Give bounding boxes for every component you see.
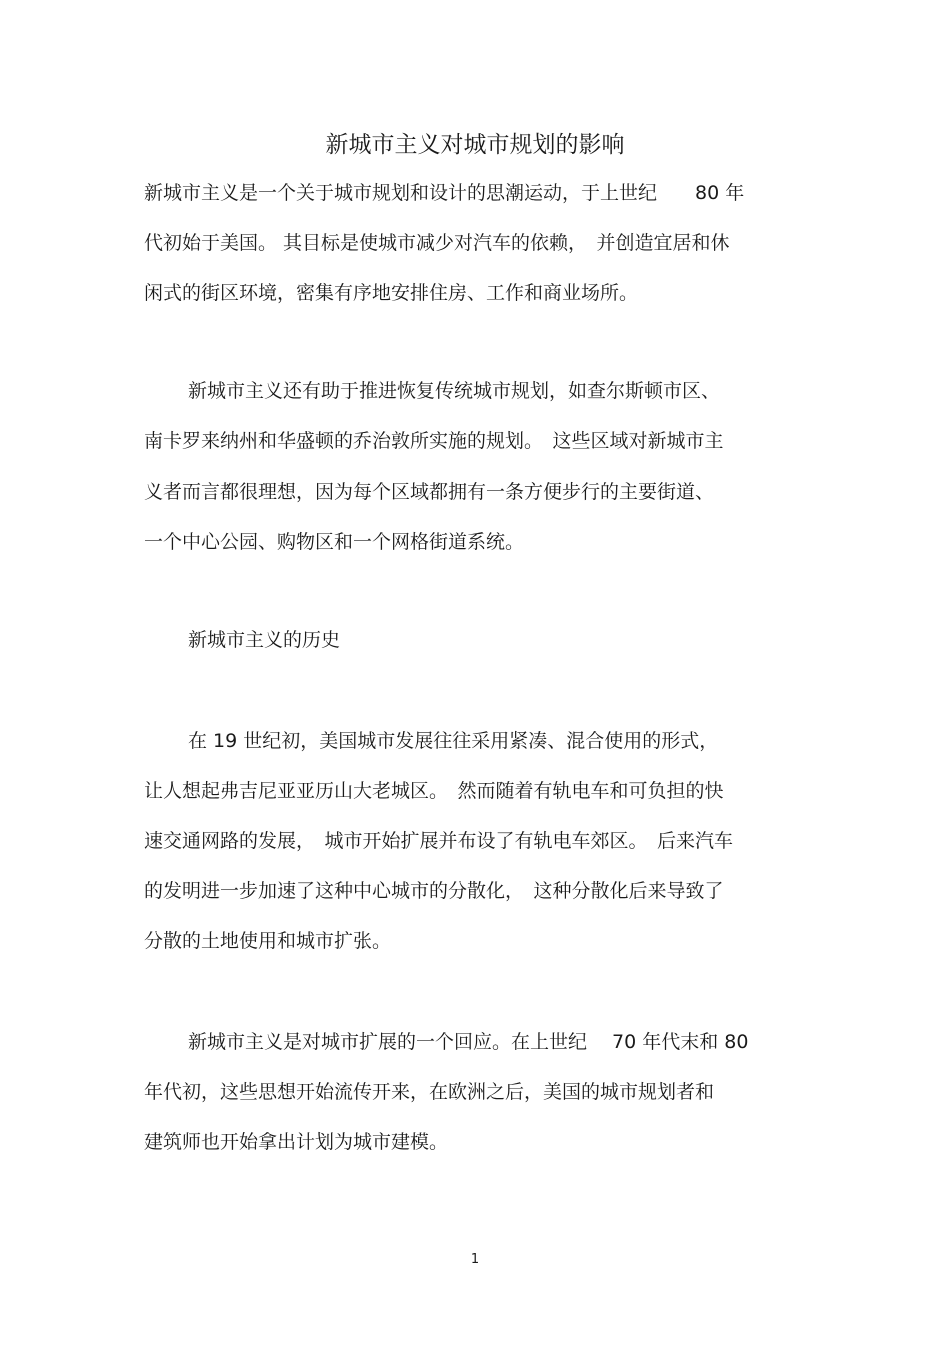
text-line: 新城市主义还有助于推进恢复传统城市规划，如查尔斯顿市区、 [188,380,721,402]
text-line: 新城市主义是对城市扩展的一个回应。在上世纪 70 年代末和 80 [188,1031,749,1053]
text-line: 让人想起弗吉尼亚亚历山大老城区。 然而随着有轨电车和可负担的快 [144,780,724,802]
text-line: 的发明进一步加速了这种中心城市的分散化， 这种分散化后来导致了 [144,880,724,902]
text-line: 年代初，这些思想开始流传开来，在欧洲之后，美国的城市规划者和 [144,1081,715,1103]
text-line: 义者而言都很理想，因为每个区域都拥有一条方便步行的主要街道、 [144,481,715,503]
page-number: 1 [470,1252,480,1267]
text-line: 分散的土地使用和城市扩张。 [144,930,392,952]
section-heading: 新城市主义的历史 [188,629,341,651]
text-line: 南卡罗来纳州和华盛顿的乔治敦所实施的规划。 这些区域对新城市主 [144,430,724,452]
text-line: 代初始于美国。 其目标是使城市减少对汽车的依赖， 并创造宜居和休 [144,232,730,254]
text-line: 闲式的街区环境，密集有序地安排住房、工作和商业场所。 [144,282,639,304]
text-line: 在 19 世纪初，美国城市发展往往采用紧凑、混合使用的形式， [188,730,719,752]
document-title: 新城市主义对城市规划的影响 [325,132,625,158]
text-line: 速交通网路的发展， 城市开始扩展并布设了有轨电车郊区。 后来汽车 [144,830,734,852]
text-line: 新城市主义是一个关于城市规划和设计的思潮运动，于上世纪 80 年 [144,182,745,204]
text-line: 一个中心公园、购物区和一个网格街道系统。 [144,531,525,553]
text-line: 建筑师也开始拿出计划为城市建模。 [144,1131,449,1153]
